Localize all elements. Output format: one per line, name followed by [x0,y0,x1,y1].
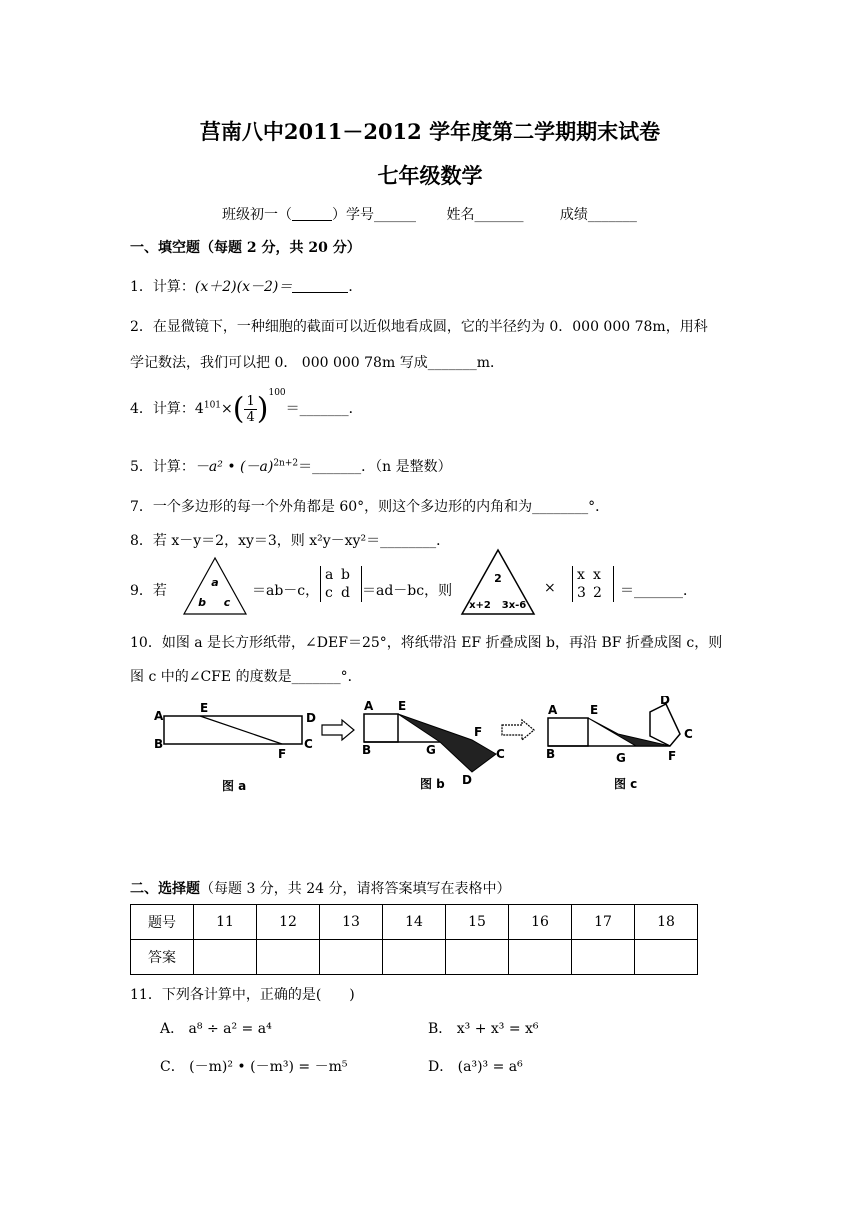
answer-table-answer-row [131,940,698,975]
svg-text:A: A [154,709,164,723]
question-2-line2: 学记数法，我们可以把 0． 000 000 78m 写成_______m． [130,355,504,371]
number-label: ）学号______ [332,207,416,223]
q1-expression: (x＋2)(x－2)＝ [194,279,293,295]
answer-table [130,904,698,975]
table-cell: 12 [257,905,320,940]
page-title: 莒南八中2011－2012 学年度第二学期期末试卷 [199,119,661,144]
svg-text:E: E [200,701,209,715]
figure-b-label: 图 b [420,777,445,791]
svg-text:F: F [668,749,677,763]
figure-a [154,701,316,793]
name-label: 姓名_______ [446,207,524,223]
table-cell: 18 [635,905,698,940]
q9-tri2-right: 3x-6 [501,600,527,611]
figure-a-label: 图 a [222,779,247,793]
section1-header: 一、填空题（每题 2 分，共 20 分） [130,240,361,256]
figure-b [362,699,505,791]
q11-option-d: D． (a³)³ = a⁶ [428,1059,523,1075]
svg-text:G: G [616,751,626,765]
score-label: 成绩_______ [559,207,637,223]
question-10-line1: 10．如图 a 是长方形纸带，∠DEF＝25°，将纸带沿 EF 折叠成图 b，再沿 BF 折叠成图 c，则 [130,635,723,651]
question-11: 11．下列各计算中，正确的是( ) [130,987,355,1003]
svg-text:B: B [154,737,164,751]
table-cell: 15 [446,905,509,940]
class-label: 班级初一（ [222,207,292,223]
answer-cell-14[interactable] [383,940,446,975]
q9-determinant-1: a b c d [320,566,362,602]
svg-text:D: D [306,711,316,725]
q5-suffix: ＝_______．（n 是整数） [298,459,452,475]
q11-option-c: C． (－m)² • (－m³) = －m⁵ [160,1059,348,1075]
q11-option-b: B． x³ + x³ = x⁶ [428,1021,539,1037]
table-cell: 14 [383,905,446,940]
section2-header [130,878,511,898]
q4-base: 4 [194,401,204,417]
q11-option-a: A． a⁸ ÷ a² = a⁴ [160,1021,272,1037]
class-blank [292,206,332,221]
answer-cell-12[interactable] [257,940,320,975]
table-cell: 题号 [131,905,194,940]
q4-exponent: 101 [203,400,222,411]
table-cell: 11 [194,905,257,940]
answer-table-header-row [131,905,698,940]
q9-tri1-left: b [198,596,206,609]
figure-c [546,696,693,791]
svg-text:E: E [398,699,407,713]
figure-c-label: 图 c [614,777,638,791]
question-5 [130,456,452,476]
svg-text:F: F [474,725,483,739]
q4-fraction: $\frac{1}{4}$ [246,393,255,425]
svg-text:D: D [660,696,670,707]
q9-tri1-top: a [211,576,219,589]
q9-eq3: ＝_______． [620,583,697,599]
answer-cell-13[interactable] [320,940,383,975]
question-4: 4．计算：$4^{101}\times$( $\frac{1}{4}$ )$^{100}$＝_______． [130,388,363,427]
table-cell: 17 [572,905,635,940]
svg-text:D: D [462,773,472,787]
svg-text:B: B [362,743,372,757]
answer-cell-11[interactable] [194,940,257,975]
answer-cell-18[interactable] [635,940,698,975]
q9-determinant-2: x x 3 2 [572,566,614,602]
q4-exponent2: 100 [268,388,286,398]
q1-prefix: 1．计算： [130,279,195,295]
section2-note: （每题 3 分，共 24 分，请将答案填写在表格中） [200,881,511,897]
q9-eq2: ＝ad－bc，则 [362,583,453,599]
q9-tri2-top: 2 [494,572,502,585]
q9-times: × [544,580,556,596]
svg-text:A: A [548,703,558,717]
q9-tri1-right: c [223,596,231,609]
arrow-1 [322,720,354,740]
table-cell: 答案 [131,940,194,975]
q9-prefix: 9．若 [130,583,167,599]
arrow-2 [502,720,534,740]
answer-cell-17[interactable] [572,940,635,975]
q5-exponent: 2n+2 [273,458,299,469]
question-8: 8．若 x－y＝2，xy＝3，则 x²y－xy²＝________． [130,533,451,549]
q9-eq1: ＝ab－c， [252,583,320,599]
svg-text:F: F [278,747,287,761]
question-1: 1．计算：(x＋2)(x－2)＝ ． [130,279,363,295]
q4-equals: ＝_______． [285,401,363,417]
table-cell: 16 [509,905,572,940]
svg-text:E: E [590,703,599,717]
question-7: 7．一个多边形的每一个外角都是 60°，则这个多边形的内角和为________°． [130,499,610,515]
q9-triangle-1 [182,556,248,616]
section2-title: 二、选择题 [130,881,200,897]
q1-blank [292,278,348,293]
q9-tri2-left: x+2 [469,600,491,611]
question-10-line2: 图 c 中的∠CFE 的度数是_______°． [130,669,362,685]
answer-cell-16[interactable] [509,940,572,975]
svg-text:C: C [684,727,693,741]
svg-text:B: B [546,747,556,761]
q10-figures [150,696,710,802]
q9-triangle-2 [460,548,536,618]
svg-text:G: G [426,743,436,757]
answer-cell-15[interactable] [446,940,509,975]
q5-prefix: 5．计算： [130,459,195,475]
question-2-line1: 2．在显微镜下，一种细胞的截面可以近似地看成圆，它的半径约为 0．000 000 78m，用科 [130,319,708,335]
student-info [222,204,637,224]
svg-text:A: A [364,699,374,713]
q4-times: × [221,401,233,417]
page-subtitle: 七年级数学 [377,163,483,188]
q5-expression: －a² • (－a) [194,459,274,475]
svg-text:C: C [496,747,505,761]
q4-prefix: 4．计算： [130,401,195,417]
svg-text:C: C [304,737,313,751]
table-cell: 13 [320,905,383,940]
